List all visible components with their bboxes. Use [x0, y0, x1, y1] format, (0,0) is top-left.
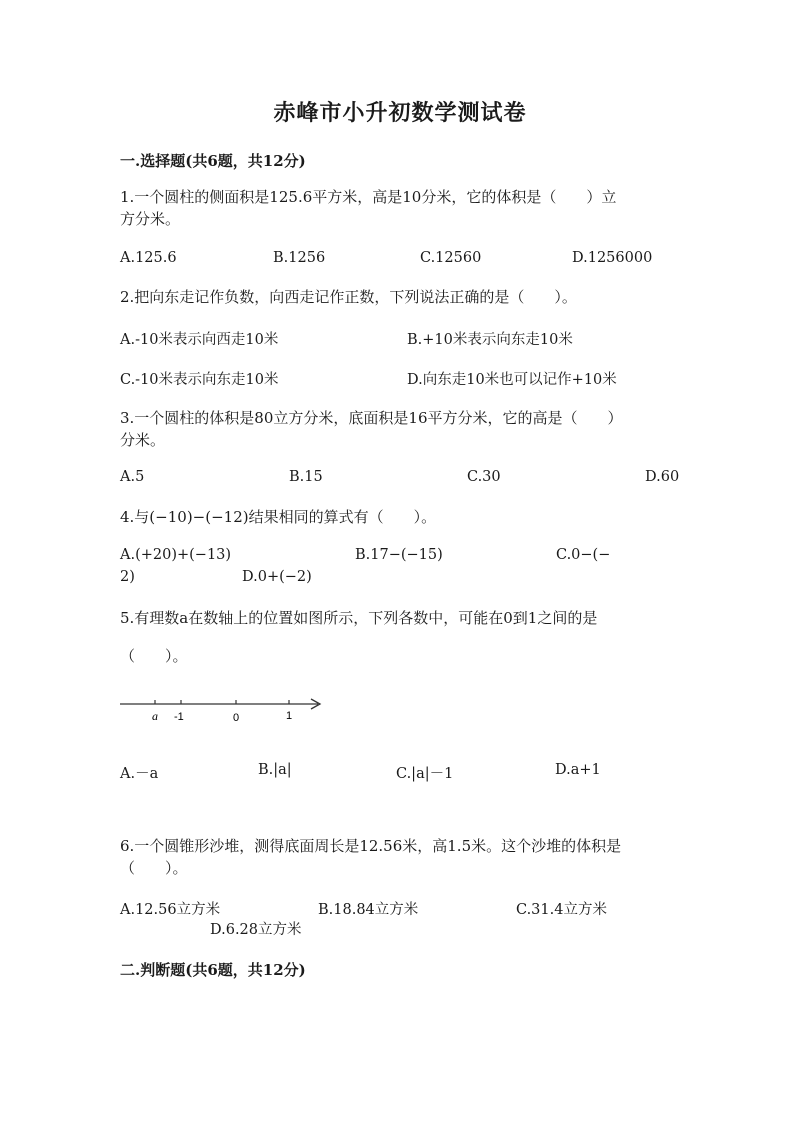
q3-option-d: D.60 [645, 469, 680, 485]
question-2-text: 2.把向东走记作负数，向西走记作正数，下列说法正确的是（ ）。 [120, 288, 577, 306]
question-1-text: 1.一个圆柱的侧面积是125.6平方米，高是10分米，它的体积是（ ）立 [120, 188, 617, 206]
question-2 [120, 286, 680, 308]
q1-option-d: D.1256000 [572, 250, 653, 266]
question-6 [120, 835, 680, 879]
q3-option-a: A.5 [120, 469, 145, 485]
question-4 [120, 506, 680, 528]
question-3 [120, 407, 680, 451]
question-5 [120, 607, 680, 667]
q1-option-c: C.12560 [420, 250, 482, 266]
question-3-text-cont: 分米。 [120, 431, 166, 449]
question-5-text-cont: （ ）。 [120, 647, 188, 665]
q6-option-b: B.18.84立方米 [318, 902, 419, 918]
question-4-text: 4.与(−10)−(−12)结果相同的算式有（ ）。 [120, 508, 437, 526]
q4-option-c: C.0−(− [556, 547, 611, 563]
section-heading-judgment: 二.判断题(共6题，共12分) [120, 961, 306, 979]
q2-option-a: A.-10米表示向西走10米 [120, 332, 279, 348]
q4-option-a: A.(+20)+(−13) [120, 547, 232, 563]
number-line-figure [118, 694, 328, 728]
q5-option-b: B.|a| [258, 762, 292, 778]
label-a: a [152, 709, 158, 723]
q3-option-c: C.30 [467, 469, 501, 485]
q6-option-c: C.31.4立方米 [516, 902, 607, 918]
label-1: 1 [286, 710, 293, 722]
page-title: 赤峰市小升初数学测试卷 [273, 100, 527, 126]
q2-option-d: D.向东走10米也可以记作+10米 [407, 372, 617, 388]
question-3-text: 3.一个圆柱的体积是80立方分米，底面积是16平方分米，它的高是（ ） [120, 409, 623, 427]
q5-option-d: D.a+1 [555, 762, 601, 778]
q4-option-c-cont: 2) [120, 569, 135, 585]
question-6-text: 6.一个圆锥形沙堆，测得底面周长是12.56米，高1.5米。这个沙堆的体积是 [120, 837, 622, 855]
q4-option-b: B.17−(−15) [355, 547, 443, 563]
q4-option-d: D.0+(−2) [242, 569, 312, 585]
question-5-text: 5.有理数a在数轴上的位置如图所示，下列各数中，可能在0到1之间的是 [120, 609, 598, 627]
q5-option-c: C.|a|－1 [396, 766, 454, 782]
q3-option-b: B.15 [289, 469, 323, 485]
q2-option-b: B.+10米表示向东走10米 [407, 332, 573, 348]
q6-option-a: A.12.56立方米 [120, 902, 221, 918]
question-1-text-cont: 方分米。 [120, 210, 181, 228]
question-1 [120, 186, 680, 230]
q2-option-c: C.-10米表示向东走10米 [120, 372, 279, 388]
q1-option-b: B.1256 [273, 250, 326, 266]
question-6-text-cont: （ ）。 [120, 859, 188, 877]
section-heading-choice: 一.选择题(共6题，共12分) [120, 152, 306, 170]
label-0: 0 [233, 712, 240, 724]
label-minus-1: -1 [174, 711, 184, 723]
q1-option-a: A.125.6 [120, 250, 177, 266]
q5-option-a: A.－a [120, 766, 159, 782]
q6-option-d: D.6.28立方米 [210, 922, 302, 938]
